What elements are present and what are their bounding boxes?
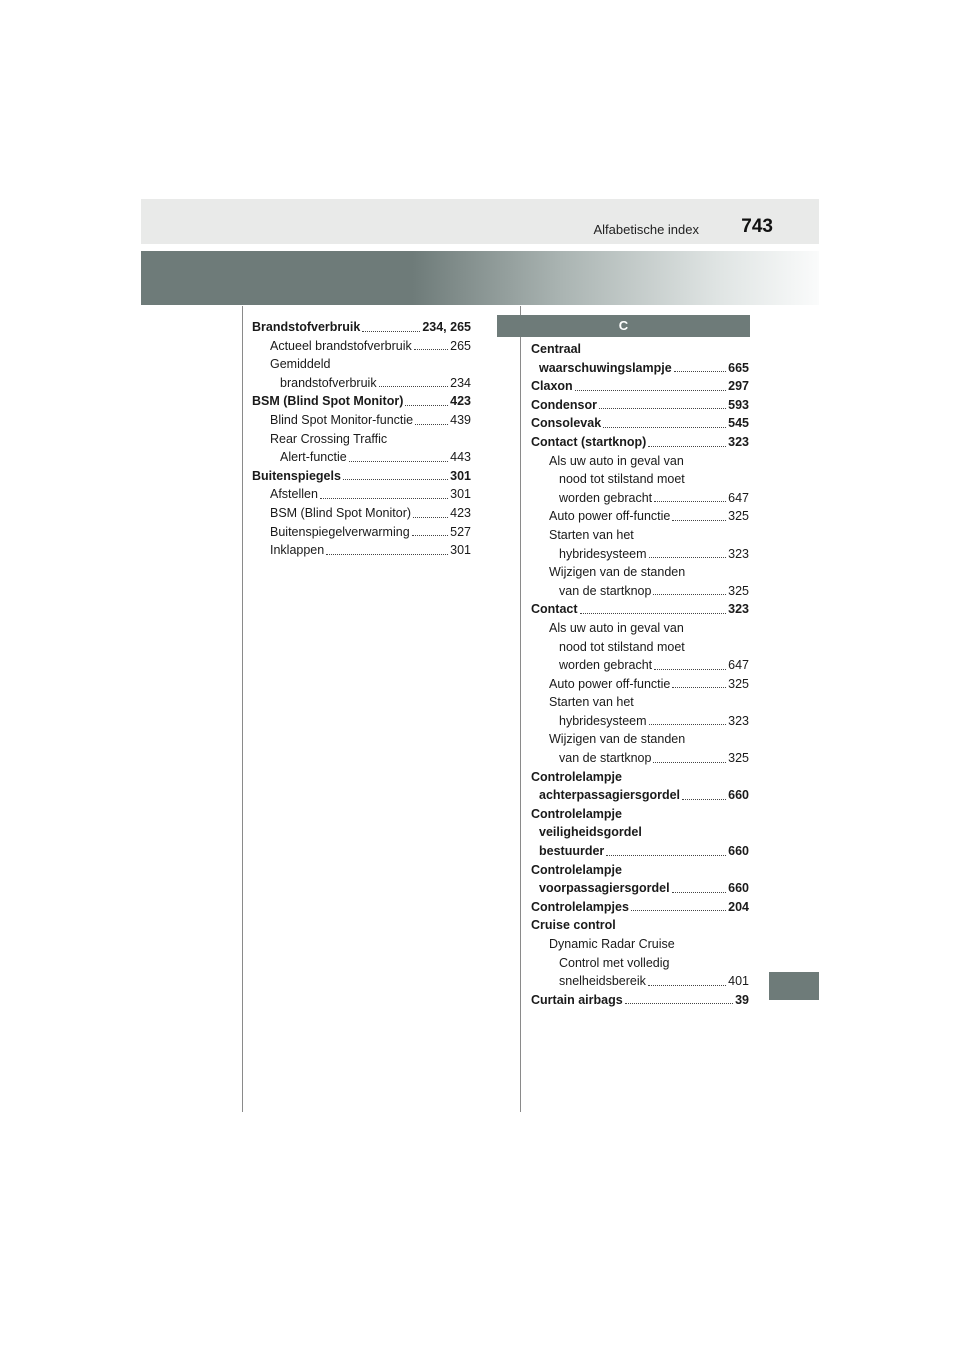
entry-term: Wijzigen van de standen xyxy=(549,732,686,747)
dot-leader xyxy=(672,892,727,893)
entry-term: nood tot stilstand moet xyxy=(559,639,685,654)
entry-term: brandstofverbruik xyxy=(280,375,377,390)
dot-leader xyxy=(320,498,448,499)
dot-leader xyxy=(326,554,448,555)
column-rule-left xyxy=(242,306,243,1112)
entry-page-ref[interactable]: 323 xyxy=(728,546,749,561)
entry-term: Afstellen xyxy=(270,487,318,502)
entry-term: Consolevak xyxy=(531,416,602,431)
entry-term: van de startknop xyxy=(559,583,652,598)
entry-term: Controlelampje xyxy=(531,862,622,877)
entry-term: Blind Spot Monitor-functie xyxy=(270,412,414,427)
index-entry xyxy=(531,991,749,1010)
entry-term: nood tot stilstand moet xyxy=(559,472,685,487)
dot-leader xyxy=(575,390,726,391)
entry-term: Brandstofverbruik xyxy=(252,320,361,334)
index-entry xyxy=(531,563,749,600)
dot-leader xyxy=(672,687,726,688)
index-entry xyxy=(252,541,471,560)
entry-term: voorpassagiersgordel xyxy=(539,881,670,896)
dot-leader xyxy=(606,855,726,856)
entry-term: van de startknop xyxy=(559,751,652,766)
entry-term: BSM (Blind Spot Monitor) xyxy=(252,394,404,409)
entry-page-ref[interactable]: 323 xyxy=(728,602,749,617)
index-entry xyxy=(531,526,749,563)
entry-term: waarschuwingslampje xyxy=(539,360,672,375)
entry-term: Controlelampje xyxy=(531,806,622,821)
index-entry xyxy=(252,467,471,486)
dot-leader xyxy=(343,479,448,480)
index-entry xyxy=(531,768,749,805)
header-title: Alfabetische index xyxy=(593,222,699,237)
entry-term: Starten van het xyxy=(549,527,634,542)
entry-term: Als uw auto in geval van xyxy=(549,453,684,468)
page-number: 743 xyxy=(741,216,773,237)
entry-page-ref[interactable]: 593 xyxy=(728,397,749,412)
entry-term: Wijzigen van de standen xyxy=(549,565,686,580)
entry-page-ref[interactable]: 665 xyxy=(728,360,749,375)
entry-term: Cruise control xyxy=(531,918,616,933)
entry-term: BSM (Blind Spot Monitor) xyxy=(270,505,412,520)
dot-leader xyxy=(414,349,448,350)
entry-page-ref[interactable]: 443 xyxy=(450,450,471,465)
dot-leader xyxy=(682,799,726,800)
entry-term: snelheidsbereik xyxy=(559,974,646,989)
entry-term: Dynamic Radar Cruise xyxy=(549,937,675,951)
entry-page-ref[interactable]: 323 xyxy=(728,713,749,728)
index-entry xyxy=(531,935,749,991)
entry-page-ref[interactable]: 647 xyxy=(728,490,749,505)
index-entry xyxy=(252,485,471,504)
entry-term: worden gebracht xyxy=(559,658,653,673)
section-letter-header: C xyxy=(497,315,750,337)
entry-page-ref[interactable]: 660 xyxy=(728,844,749,859)
index-entry xyxy=(531,396,749,415)
dot-leader xyxy=(599,408,726,409)
index-entry xyxy=(531,433,749,452)
page-header xyxy=(141,199,819,244)
index-entry xyxy=(531,452,749,508)
dot-leader xyxy=(405,405,448,406)
entry-page-ref[interactable]: 325 xyxy=(728,583,749,598)
dot-leader xyxy=(415,424,448,425)
entry-page-ref[interactable]: 204 xyxy=(728,899,749,914)
entry-page-ref[interactable]: 234, 265 xyxy=(422,320,471,334)
index-entry xyxy=(531,414,749,433)
index-entry xyxy=(531,507,749,526)
entry-term: Curtain airbags xyxy=(531,992,623,1007)
entry-term: Claxon xyxy=(531,379,573,394)
entry-page-ref[interactable]: 301 xyxy=(450,487,471,502)
dot-leader xyxy=(654,501,726,502)
entry-term: Control met volledig xyxy=(559,955,670,970)
entry-term: hybridesysteem xyxy=(559,546,647,561)
entry-page-ref[interactable]: 301 xyxy=(450,468,471,483)
entry-term: Auto power off-functie xyxy=(549,676,671,691)
dot-leader xyxy=(672,520,726,521)
entry-term: Gemiddeld xyxy=(270,357,331,372)
index-entry xyxy=(531,693,749,730)
dot-leader xyxy=(631,910,726,911)
dot-leader xyxy=(649,724,727,725)
index-entry xyxy=(252,318,471,337)
index-entry xyxy=(252,411,471,430)
dot-leader xyxy=(349,461,448,462)
entry-page-ref[interactable]: 325 xyxy=(728,509,749,524)
entry-term: Alert-functie xyxy=(280,450,347,465)
entry-term: Contact (startknop) xyxy=(531,434,647,449)
dot-leader xyxy=(603,427,726,428)
index-entry xyxy=(531,916,749,935)
dot-leader xyxy=(580,613,727,614)
entry-page-ref[interactable]: 660 xyxy=(728,788,749,803)
index-entry xyxy=(252,392,471,411)
index-entry xyxy=(531,675,749,694)
entry-term: Condensor xyxy=(531,397,597,412)
entry-term: Buitenspiegelverwarming xyxy=(270,524,410,539)
entry-page-ref[interactable]: 297 xyxy=(728,379,749,394)
entry-term: Rear Crossing Traffic xyxy=(270,431,388,446)
entry-term: hybridesysteem xyxy=(559,713,647,728)
entry-page-ref[interactable]: 323 xyxy=(728,434,749,449)
entry-term: Controlelampjes xyxy=(531,899,629,914)
entry-term: veiligheidsgordel xyxy=(539,825,642,840)
index-entry xyxy=(531,600,749,619)
entry-term: bestuurder xyxy=(539,844,605,859)
entry-term: Actueel brandstofverbruik xyxy=(270,338,412,353)
dot-leader xyxy=(653,762,726,763)
entry-page-ref[interactable]: 301 xyxy=(450,543,471,558)
entry-term: Contact xyxy=(531,602,578,617)
index-entry xyxy=(531,377,749,396)
entry-page-ref[interactable]: 325 xyxy=(728,751,749,766)
dot-leader xyxy=(653,594,726,595)
dot-leader xyxy=(362,331,420,332)
entry-page-ref[interactable]: 423 xyxy=(450,394,471,409)
entry-term: Auto power off-functie xyxy=(549,509,671,524)
entry-page-ref[interactable]: 325 xyxy=(728,676,749,691)
index-entry xyxy=(531,861,749,898)
entry-term: worden gebracht xyxy=(559,490,653,505)
dot-leader xyxy=(412,535,448,536)
entry-page-ref[interactable]: 401 xyxy=(728,974,749,989)
entry-page-ref[interactable]: 439 xyxy=(450,412,471,427)
dot-leader xyxy=(674,371,726,372)
index-entry xyxy=(252,355,471,392)
index-entry xyxy=(531,619,749,675)
entry-page-ref[interactable]: 39 xyxy=(735,992,749,1007)
index-entry xyxy=(252,523,471,542)
index-entry xyxy=(531,805,749,861)
dot-leader xyxy=(648,446,726,447)
entry-page-ref[interactable]: 423 xyxy=(450,505,471,520)
dot-leader xyxy=(379,386,449,387)
entry-page-ref[interactable]: 265 xyxy=(450,338,471,353)
index-entry xyxy=(531,340,749,377)
dot-leader xyxy=(654,669,726,670)
index-entry xyxy=(252,337,471,356)
index-entry xyxy=(531,898,749,917)
entry-page-ref[interactable]: 660 xyxy=(728,881,749,896)
dot-leader xyxy=(648,985,726,986)
entry-term: Inklappen xyxy=(270,543,325,558)
entry-term: Controlelampje xyxy=(531,769,622,784)
entry-page-ref[interactable]: 545 xyxy=(728,416,749,431)
entry-term: Als uw auto in geval van xyxy=(549,620,684,635)
index-entry xyxy=(252,430,471,467)
index-column-2 xyxy=(531,340,749,1009)
entry-term: Starten van het xyxy=(549,695,634,710)
index-column-1 xyxy=(252,318,471,560)
entry-term: achterpassagiersgordel xyxy=(539,788,681,803)
index-entry xyxy=(252,504,471,523)
entry-page-ref[interactable]: 647 xyxy=(728,658,749,673)
chapter-banner xyxy=(141,251,819,305)
entry-page-ref[interactable]: 527 xyxy=(450,524,471,539)
dot-leader xyxy=(649,557,727,558)
chapter-thumb-tab[interactable] xyxy=(769,972,819,1000)
column-rule-middle xyxy=(520,306,521,1112)
entry-page-ref[interactable]: 234 xyxy=(450,375,471,390)
dot-leader xyxy=(625,1003,733,1004)
entry-term: Buitenspiegels xyxy=(252,468,341,483)
entry-term: Centraal xyxy=(531,342,582,356)
index-entry xyxy=(531,730,749,767)
dot-leader xyxy=(413,517,448,518)
